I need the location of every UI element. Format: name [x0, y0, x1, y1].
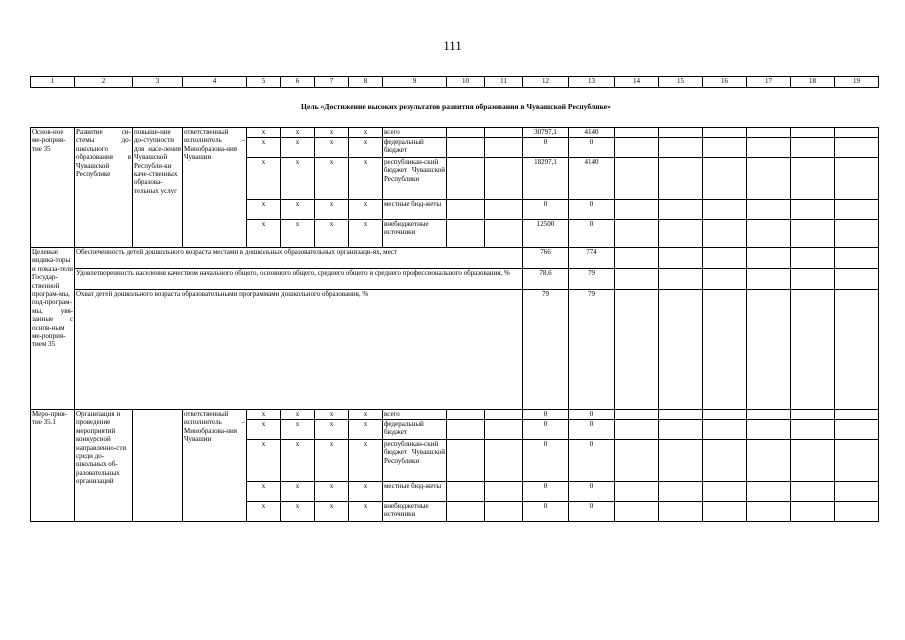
value-cell [703, 269, 747, 290]
value-cell: 79 [569, 269, 615, 290]
column-number-cell: 18 [791, 77, 835, 88]
value-cell [703, 410, 747, 420]
value-cell [485, 138, 523, 158]
funding-source-cell: всего [383, 128, 447, 138]
value-cell [835, 440, 879, 482]
value-cell [447, 200, 485, 220]
value-cell [703, 502, 747, 522]
funding-source-cell: внебюджетные источники [383, 220, 447, 248]
value-cell [747, 290, 791, 410]
value-cell: 0 [523, 420, 569, 440]
value-cell [835, 410, 879, 420]
value-cell [703, 200, 747, 220]
x-cell: х [247, 410, 281, 420]
value-cell [615, 440, 659, 482]
column-number-cell: 11 [485, 77, 523, 88]
x-cell: х [247, 502, 281, 522]
value-cell [835, 158, 879, 200]
column-number-cell: 19 [835, 77, 879, 88]
value-cell [485, 440, 523, 482]
value-cell [659, 410, 703, 420]
value-cell: 79 [523, 290, 569, 410]
block1-name-cell: Развитие си-стемы до-школьного образования в Чувашской Республике [75, 128, 133, 248]
program-table [30, 127, 879, 522]
value-cell: 766 [523, 248, 569, 269]
value-cell: 0 [569, 220, 615, 248]
x-cell: х [247, 420, 281, 440]
value-cell: 0 [523, 482, 569, 502]
value-cell [791, 269, 835, 290]
value-cell: 0 [569, 410, 615, 420]
header-row [31, 77, 879, 88]
value-cell [447, 420, 485, 440]
value-cell [485, 410, 523, 420]
value-cell [791, 220, 835, 248]
header-table [30, 76, 879, 88]
block2-type-cell: Меро-прия-тие 35.1 [31, 410, 75, 522]
value-cell [615, 410, 659, 420]
value-cell [835, 248, 879, 269]
x-cell: х [349, 128, 383, 138]
column-number-cell: 1 [31, 77, 75, 88]
funding-source-cell: республикан-ский бюджет Чувашской Республики [383, 440, 447, 482]
value-cell: 79 [569, 290, 615, 410]
column-number-cell: 3 [133, 77, 183, 88]
value-cell: 774 [569, 248, 615, 269]
block1-executor-cell: ответственный исполнитель – Минобразова-ния Чувашии [183, 128, 247, 248]
x-cell: х [281, 440, 315, 482]
column-number-cell: 10 [447, 77, 485, 88]
x-cell: х [349, 158, 383, 200]
value-cell [615, 269, 659, 290]
column-number-cell: 17 [747, 77, 791, 88]
value-cell [447, 220, 485, 248]
value-cell [659, 482, 703, 502]
x-cell: х [281, 502, 315, 522]
value-cell [615, 502, 659, 522]
value-cell [747, 420, 791, 440]
block2-executor-cell: ответственный исполнитель – Минобразова-ния Чувашии [183, 410, 247, 522]
x-cell: х [315, 158, 349, 200]
column-number-cell: 2 [75, 77, 133, 88]
indicator-text-cell: Обеспеченность детей дошкольного возраста местами в дошкольных образовательных организаци-ях, мест [75, 248, 523, 269]
value-cell [447, 158, 485, 200]
x-cell: х [315, 482, 349, 502]
value-cell: 12500 [523, 220, 569, 248]
x-cell: х [247, 138, 281, 158]
value-cell [747, 502, 791, 522]
column-number-cell: 8 [349, 77, 383, 88]
value-cell: 0 [523, 440, 569, 482]
value-cell [659, 440, 703, 482]
value-cell [447, 138, 485, 158]
indicator-text-cell: Охват детей дошкольного возраста образовательными программами дошкольного образования, % [75, 290, 523, 410]
x-cell: х [281, 200, 315, 220]
value-cell [615, 420, 659, 440]
value-cell [835, 290, 879, 410]
funding-source-cell: всего [383, 410, 447, 420]
value-cell [485, 200, 523, 220]
value-cell: 0 [569, 502, 615, 522]
value-cell [835, 200, 879, 220]
value-cell [791, 128, 835, 138]
block2-row [31, 410, 879, 420]
x-cell: х [315, 420, 349, 440]
value-cell [659, 290, 703, 410]
x-cell: х [247, 220, 281, 248]
value-cell [615, 290, 659, 410]
value-cell [615, 128, 659, 138]
funding-source-cell: федеральный бюджет [383, 420, 447, 440]
x-cell: х [349, 410, 383, 420]
column-number-cell: 12 [523, 77, 569, 88]
funding-source-cell: внебюджетные источники [383, 502, 447, 522]
value-cell [835, 420, 879, 440]
value-cell [747, 440, 791, 482]
x-cell: х [315, 200, 349, 220]
indicator-text-cell: Удовлетворенность населения качеством начального общего, основного общего, среднего общего и среднего профессионального образования, % [75, 269, 523, 290]
value-cell [615, 138, 659, 158]
value-cell: 78,6 [523, 269, 569, 290]
x-cell: х [281, 482, 315, 502]
value-cell [791, 200, 835, 220]
value-cell [703, 158, 747, 200]
funding-source-cell: местные бюд-жеты [383, 200, 447, 220]
value-cell [791, 440, 835, 482]
x-cell: х [349, 440, 383, 482]
block1-goal-cell: повыше-ние до-ступности для насе-ления Чувашской Республи-ки каче-ственных образова-тельных услуг [133, 128, 183, 248]
x-cell: х [315, 220, 349, 248]
value-cell [703, 138, 747, 158]
value-cell [835, 502, 879, 522]
value-cell [615, 220, 659, 248]
column-number-cell: 14 [615, 77, 659, 88]
x-cell: х [349, 200, 383, 220]
value-cell [659, 200, 703, 220]
value-cell: 30797,1 [523, 128, 569, 138]
x-cell: х [281, 410, 315, 420]
value-cell [703, 420, 747, 440]
value-cell: 4140 [569, 128, 615, 138]
value-cell [747, 128, 791, 138]
column-number-cell: 6 [281, 77, 315, 88]
indicators-label-cell: Целевые индика-торы и показа-тели Государ-ственной програм-мы, под-програм-мы, увя-занные с основ-ным ме-роприя-тием 35 [31, 248, 75, 410]
column-number-cell: 13 [569, 77, 615, 88]
column-number-cell: 5 [247, 77, 281, 88]
funding-source-cell: местные бюд-жеты [383, 482, 447, 502]
value-cell [659, 128, 703, 138]
column-number-cell: 9 [383, 77, 447, 88]
value-cell [447, 440, 485, 482]
value-cell [659, 158, 703, 200]
block1-row [31, 128, 879, 138]
value-cell [835, 269, 879, 290]
value-cell [747, 482, 791, 502]
x-cell: х [349, 502, 383, 522]
value-cell [791, 290, 835, 410]
value-cell [659, 220, 703, 248]
value-cell [703, 290, 747, 410]
value-cell [791, 158, 835, 200]
column-number-cell: 4 [183, 77, 247, 88]
value-cell: 0 [569, 420, 615, 440]
block2-name-cell: Организация и проведение мероприятий конкурсной направленно-сти среди до-школьных об-разовательных организаций [75, 410, 133, 522]
value-cell [485, 220, 523, 248]
indicator-row [31, 290, 879, 410]
x-cell: х [349, 138, 383, 158]
value-cell: 0 [569, 138, 615, 158]
value-cell: 0 [523, 138, 569, 158]
value-cell [791, 248, 835, 269]
value-cell [835, 482, 879, 502]
value-cell [659, 269, 703, 290]
value-cell [703, 220, 747, 248]
value-cell [791, 410, 835, 420]
goal-title: Цель «Достижение высоких результатов развития образования в Чувашской Республике» [301, 102, 611, 111]
value-cell [791, 420, 835, 440]
value-cell [791, 502, 835, 522]
funding-source-cell: республикан-ский бюджет Чувашской Республики [383, 158, 447, 200]
value-cell [485, 158, 523, 200]
x-cell: х [281, 128, 315, 138]
value-cell: 0 [523, 410, 569, 420]
value-cell [747, 200, 791, 220]
indicator-row [31, 248, 879, 269]
value-cell [447, 502, 485, 522]
x-cell: х [247, 200, 281, 220]
column-number-cell: 15 [659, 77, 703, 88]
column-number-cell: 7 [315, 77, 349, 88]
value-cell [747, 269, 791, 290]
value-cell [615, 158, 659, 200]
value-cell: 4140 [569, 158, 615, 200]
value-cell [485, 128, 523, 138]
value-cell [747, 158, 791, 200]
value-cell: 0 [523, 502, 569, 522]
value-cell [659, 502, 703, 522]
funding-source-cell: федеральный бюджет [383, 138, 447, 158]
value-cell [485, 502, 523, 522]
value-cell [747, 138, 791, 158]
value-cell: 0 [569, 200, 615, 220]
value-cell [747, 220, 791, 248]
value-cell [835, 220, 879, 248]
value-cell [747, 248, 791, 269]
block2-goal-cell [133, 410, 183, 522]
value-cell [791, 482, 835, 502]
value-cell [659, 420, 703, 440]
page-number: 111 [443, 38, 462, 53]
value-cell [485, 482, 523, 502]
x-cell: х [247, 158, 281, 200]
x-cell: х [315, 410, 349, 420]
value-cell [615, 482, 659, 502]
column-number-cell: 16 [703, 77, 747, 88]
x-cell: х [247, 128, 281, 138]
value-cell [447, 410, 485, 420]
x-cell: х [315, 440, 349, 482]
x-cell: х [247, 440, 281, 482]
value-cell [703, 128, 747, 138]
value-cell [615, 248, 659, 269]
value-cell [835, 128, 879, 138]
x-cell: х [247, 482, 281, 502]
value-cell [485, 420, 523, 440]
value-cell [659, 138, 703, 158]
value-cell [615, 200, 659, 220]
value-cell [703, 482, 747, 502]
value-cell [747, 410, 791, 420]
x-cell: х [349, 420, 383, 440]
value-cell: 0 [523, 200, 569, 220]
x-cell: х [281, 220, 315, 248]
x-cell: х [315, 128, 349, 138]
value-cell [447, 482, 485, 502]
value-cell: 0 [569, 482, 615, 502]
value-cell [791, 138, 835, 158]
value-cell [659, 248, 703, 269]
value-cell [835, 138, 879, 158]
value-cell: 18297,1 [523, 158, 569, 200]
x-cell: х [349, 482, 383, 502]
value-cell [703, 248, 747, 269]
block1-type-cell: Основ-ное ме-роприя-тие 35 [31, 128, 75, 248]
value-cell [447, 128, 485, 138]
x-cell: х [281, 158, 315, 200]
x-cell: х [315, 138, 349, 158]
value-cell [703, 440, 747, 482]
indicator-row [31, 269, 879, 290]
value-cell: 0 [569, 440, 615, 482]
x-cell: х [281, 420, 315, 440]
x-cell: х [315, 502, 349, 522]
x-cell: х [281, 138, 315, 158]
x-cell: х [349, 220, 383, 248]
